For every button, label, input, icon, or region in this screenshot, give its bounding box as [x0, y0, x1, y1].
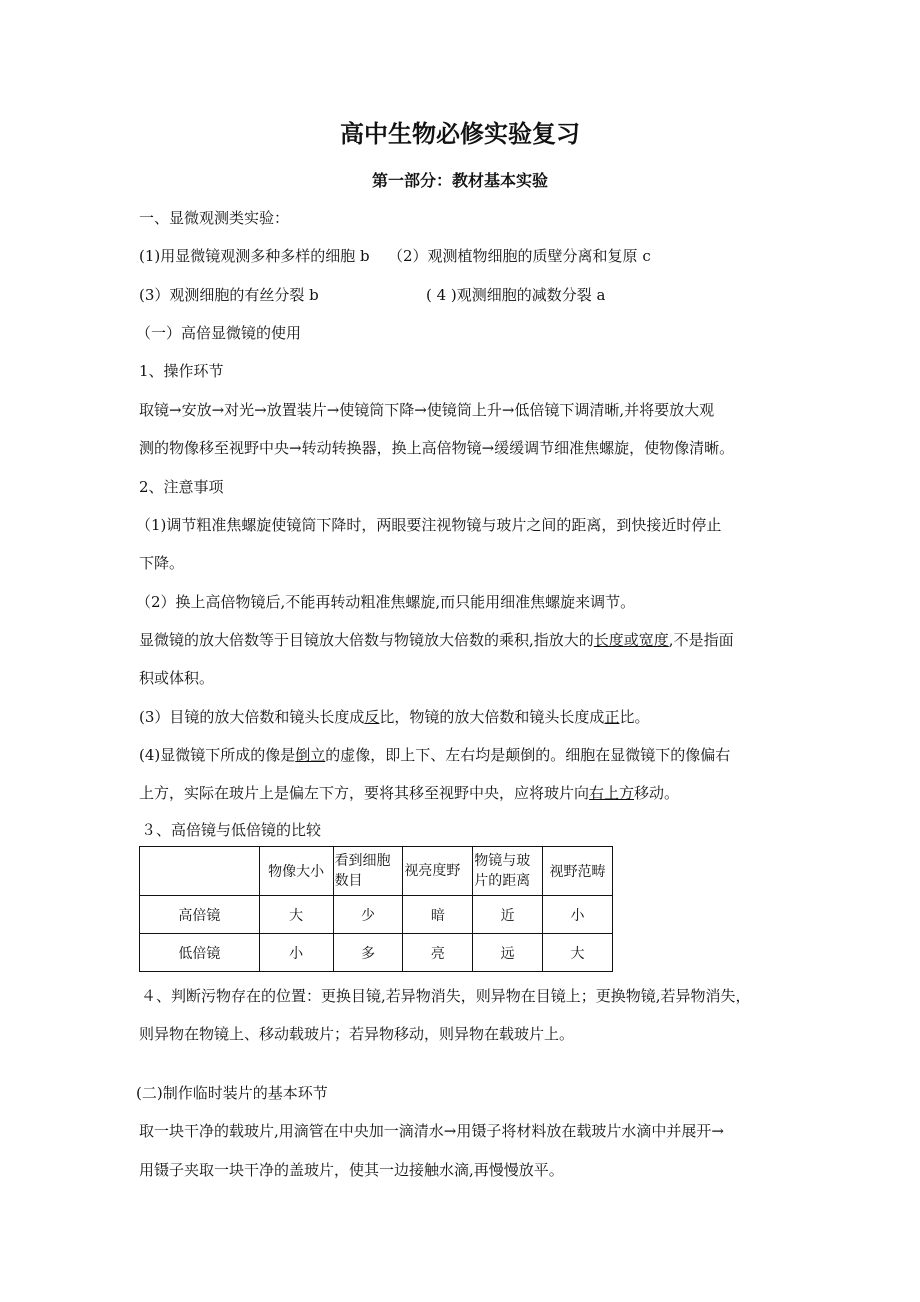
table-header-cell: 看到细胞数目: [333, 847, 403, 896]
underlined-term: 反: [364, 708, 380, 726]
experiment-list-row: [139, 246, 789, 266]
paragraph-line: （1)调节粗准焦螺旋使镜筒下降时，两眼要注视物镜与玻片之间的距离，到快接近时停止: [136, 516, 722, 534]
subsection-heading: (二)制作临时装片的基本环节: [136, 1084, 328, 1102]
text-run: 显微镜的放大倍数等于目镜放大倍数与物镜放大倍数的乘积,指放大的: [139, 631, 594, 649]
paragraph-line: ４、判断污物存在的位置：更换目镜,若异物消失，则异物在目镜上；更换物镜,若异物消失，: [141, 987, 751, 1005]
table-header-cell: 物像大小: [259, 847, 333, 896]
text-run: ,不是指面: [668, 631, 734, 649]
table-cell: 多: [333, 934, 403, 972]
table-cell: 小: [543, 896, 613, 934]
text-run: 移动。: [634, 784, 680, 802]
table-header-cell: 视亮度野: [403, 847, 473, 896]
table-cell: 高倍镜: [140, 896, 260, 934]
section-heading: 一、显微观测类实验：: [139, 209, 290, 227]
experiment-item: （2）观测植物细胞的质壁分离和复原 c: [388, 247, 651, 265]
text-run: 比。: [619, 708, 650, 726]
table-header-cell: [140, 847, 260, 896]
paragraph-line: （2）换上高倍物镜后,不能再转动粗准焦螺旋,而只能用细准焦螺旋来调节。: [136, 593, 636, 611]
paragraph-line: 积或体积。: [139, 669, 215, 687]
underlined-term: 右上方: [589, 784, 635, 802]
table-cell: 大: [259, 896, 333, 934]
table-row: [140, 896, 613, 934]
table-cell: 近: [473, 896, 543, 934]
paragraph-heading: 1、操作环节: [139, 362, 224, 380]
experiment-list-row: [139, 285, 789, 305]
text-run: (4)显微镜下所成的像是: [139, 746, 296, 764]
text-run: 上方，实际在玻片上是偏左下方，要将其移至视野中央，应将玻片向: [139, 784, 590, 802]
comparison-table: [139, 846, 613, 972]
table-cell: 亮: [403, 934, 473, 972]
table-row: [140, 934, 613, 972]
table-header-cell: 物镜与玻片的距离: [473, 847, 543, 896]
table-cell: 远: [473, 934, 543, 972]
text-run: 的虚像，即上下、左右均是颠倒的。细胞在显微镜下的像偏右: [325, 746, 731, 764]
table-cell: 小: [259, 934, 333, 972]
experiment-item: ( 4 )观测细胞的减数分裂 a: [426, 286, 606, 304]
paragraph-line: 则异物在物镜上、移动载玻片；若异物移动，则异物在载玻片上。: [139, 1025, 575, 1043]
table-cell: 大: [543, 934, 613, 972]
paragraph-line: 取一块干净的载玻片,用滴管在中央加一滴清水→用镊子将材料放在载玻片水滴中并展开→: [139, 1122, 724, 1140]
experiment-item: (1)用显微镜观测多种多样的细胞 b: [139, 247, 370, 265]
table-cell: 暗: [403, 896, 473, 934]
table-header-cell: 视野范畴: [543, 847, 613, 896]
table-header-row: [140, 847, 613, 896]
page-subtitle: 第一部分：教材基本实验: [371, 171, 548, 190]
table-cell: 少: [333, 896, 403, 934]
paragraph-line: [139, 783, 789, 803]
underlined-term: 正: [604, 708, 620, 726]
paragraph-line: 测的物像移至视野中央→转动转换器，换上高倍物镜→缓缓调节细准焦螺旋，使物像清晰。: [139, 439, 735, 457]
subsection-heading: （一）高倍显微镜的使用: [136, 324, 302, 342]
underlined-term: 倒立: [295, 746, 326, 764]
paragraph-line: 用镊子夹取一块干净的盖玻片，使其一边接触水滴,再慢慢放平。: [139, 1161, 564, 1179]
experiment-item: (3）观测细胞的有丝分裂 b: [139, 286, 319, 304]
paragraph-line: 取镜→安放→对光→放置装片→使镜筒下降→使镜筒上升→低倍镜下调清晰,并将要放大观: [139, 401, 715, 419]
paragraph-line: [139, 707, 789, 727]
paragraph-line: [139, 630, 789, 650]
text-run: (3）目镜的放大倍数和镜头长度成: [139, 708, 365, 726]
underlined-term: 长度或宽度: [593, 631, 669, 649]
paragraph-line: [139, 745, 789, 765]
page-title: 高中生物必修实验复习: [340, 119, 580, 148]
text-run: 比，物镜的放大倍数和镜头长度成: [379, 708, 605, 726]
table-cell: 低倍镜: [140, 934, 260, 972]
paragraph-heading: 2、注意事项: [139, 478, 224, 496]
paragraph-line: 下降。: [139, 554, 185, 572]
paragraph-heading: ３、高倍镜与低倍镜的比较: [141, 821, 322, 839]
